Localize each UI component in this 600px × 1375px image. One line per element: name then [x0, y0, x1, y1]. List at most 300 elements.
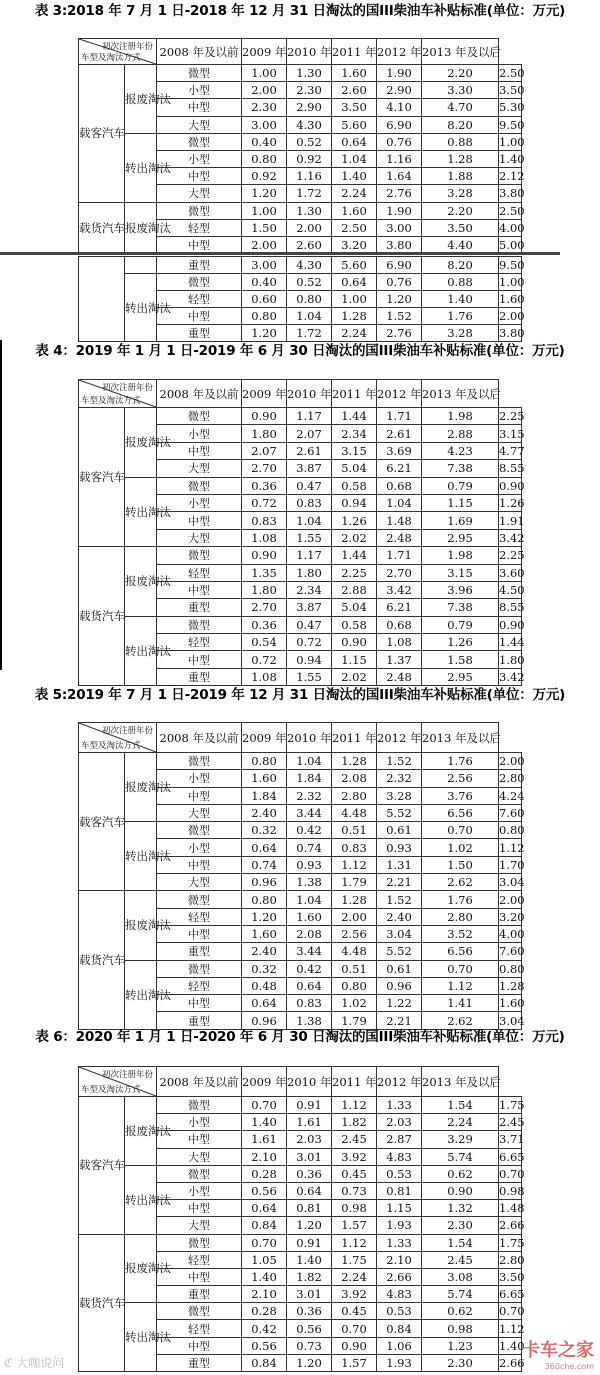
subsidy-value-cell: 3.50 — [499, 83, 525, 98]
subsidy-value-cell: 2.95 — [422, 529, 499, 546]
subsidy-value-cell: 1.58 — [422, 651, 499, 668]
subsidy-value-cell: 2.30 — [422, 1217, 499, 1234]
subsidy-value-cell: 5.74 — [422, 1148, 499, 1165]
subsidy-value-cell: 1.26 — [332, 512, 377, 529]
subsidy-value-cell: 3.01 — [287, 1286, 332, 1303]
table-row — [79, 960, 522, 977]
subsidy-value-cell: 0.91 — [287, 1234, 332, 1251]
vehicle-size-cell: 小型 — [157, 1182, 242, 1199]
subsidy-value-cell: 0.96 — [242, 1012, 287, 1029]
year-column-header: 2009 年 — [242, 1067, 287, 1097]
subsidy-value-cell: 0.56 — [287, 1320, 332, 1337]
subsidy-value-cell: 1.60 — [499, 292, 525, 306]
subsidy-value-cell: 3.80 — [377, 236, 422, 253]
vehicle-size-cell: 小型 — [157, 770, 242, 787]
subsidy-value-cell: 3.52 — [422, 925, 499, 942]
subsidy-value-cell: 7.38 — [422, 599, 499, 616]
subsidy-value-cell: 2.62 — [422, 874, 499, 891]
subsidy-value-cell: 1.60 — [499, 996, 525, 1011]
subsidy-value-cell: 2.34 — [287, 581, 332, 598]
subsidy-value-cell: 1.76 — [422, 308, 499, 325]
header-year-label: 初次注册年份 — [102, 42, 154, 52]
subsidy-value-cell: 1.37 — [377, 651, 422, 668]
subsidy-value-cell: 4.24 — [499, 788, 525, 803]
subsidy-value-cell: 1.93 — [377, 1217, 422, 1234]
subsidy-value-cell: 1.04 — [287, 891, 332, 908]
subsidy-value-cell: 3.04 — [499, 1013, 525, 1028]
vehicle-size-cell: 中型 — [157, 512, 242, 529]
subsidy-value-cell: 1.54 — [422, 1234, 499, 1251]
subsidy-value-cell: 1.64 — [377, 168, 422, 185]
subsidy-value-cell: 1.00 — [332, 291, 377, 308]
table-6 — [78, 1066, 525, 1372]
subsidy-value-cell: 1.20 — [287, 1217, 332, 1234]
subsidy-value-cell: 2.10 — [377, 1251, 422, 1268]
subsidy-value-cell: 6.21 — [377, 460, 422, 477]
subsidy-value-cell: 1.75 — [332, 1251, 377, 1268]
subsidy-value-cell: 2.10 — [242, 1148, 287, 1165]
subsidy-value-cell: 1.61 — [242, 1131, 287, 1148]
subsidy-value-cell: 1.04 — [377, 494, 422, 511]
subsidy-value-cell: 2.25 — [499, 409, 525, 424]
subsidy-value-cell: 0.72 — [242, 494, 287, 511]
subsidy-value-cell: 1.80 — [287, 564, 332, 581]
vehicle-size-cell: 微型 — [157, 822, 242, 839]
subsidy-value-cell: 3.00 — [242, 116, 287, 133]
subsidy-value-cell: 1.22 — [377, 995, 422, 1012]
subsidy-value-cell: 1.30 — [287, 202, 332, 219]
subsidy-value-cell: 1.60 — [332, 65, 377, 82]
subsidy-value-cell: 0.36 — [287, 1303, 332, 1320]
subsidy-value-cell: 1.31 — [377, 856, 422, 873]
year-column-header: 2008 年及以前 — [157, 380, 242, 408]
subsidy-value-cell: 0.70 — [332, 1320, 377, 1337]
subsidy-value-cell: 4.77 — [499, 443, 525, 458]
year-column-header: 2010 年 — [287, 39, 332, 65]
table-row — [79, 65, 522, 82]
vehicle-size-cell: 微型 — [157, 891, 242, 908]
year-column-header: 2010 年 — [287, 723, 332, 753]
subsidy-value-cell: 3.92 — [332, 1148, 377, 1165]
subsidy-value-cell: 5.00 — [499, 237, 525, 252]
subsidy-value-cell: 1.04 — [287, 512, 332, 529]
year-column-header: 2011 年 — [332, 723, 377, 753]
subsidy-value-cell: 2.90 — [287, 99, 332, 116]
subsidy-value-cell: 0.40 — [242, 274, 287, 291]
vehicle-size-cell: 中型 — [157, 925, 242, 942]
subsidy-value-cell: 8.55 — [499, 461, 525, 476]
vehicle-size-cell: 中型 — [157, 1268, 242, 1285]
vehicle-size-cell: 轻型 — [157, 634, 242, 651]
subsidy-value-cell: 3.69 — [377, 442, 422, 459]
subsidy-value-cell: 9.50 — [499, 258, 525, 272]
subsidy-value-cell: 2.21 — [377, 874, 422, 891]
disposal-method-cell: 转出淘汰 — [125, 822, 157, 891]
subsidy-value-cell: 4.83 — [377, 1286, 422, 1303]
subsidy-value-cell: 4.30 — [287, 257, 332, 274]
table-row — [79, 822, 522, 839]
subsidy-value-cell: 8.20 — [422, 116, 499, 133]
subsidy-value-cell: 3.71 — [499, 1132, 525, 1147]
subsidy-value-cell: 1.12 — [332, 856, 377, 873]
disposal-method-cell — [125, 257, 157, 274]
subsidy-value-cell: 0.64 — [242, 995, 287, 1012]
subsidy-value-cell: 0.73 — [332, 1182, 377, 1199]
disposal-method-cell: 报废淘汰 — [125, 1097, 157, 1166]
subsidy-value-cell: 3.00 — [242, 257, 287, 274]
subsidy-value-cell: 0.48 — [242, 977, 287, 994]
subsidy-value-cell: 1.79 — [332, 874, 377, 891]
subsidy-value-cell: 2.56 — [332, 925, 377, 942]
subsidy-value-cell: 0.58 — [332, 616, 377, 633]
subsidy-value-cell: 2.70 — [242, 599, 287, 616]
subsidy-value-cell: 2.30 — [287, 82, 332, 99]
header-row — [79, 39, 522, 65]
table-row — [79, 753, 522, 770]
subsidy-value-cell: 2.45 — [499, 1115, 525, 1130]
subsidy-value-cell: 1.48 — [499, 1201, 525, 1216]
vehicle-size-cell: 中型 — [157, 856, 242, 873]
subsidy-value-cell: 0.90 — [499, 617, 525, 632]
vehicle-size-cell: 大型 — [157, 116, 242, 133]
vehicle-category-cell: 载货汽车 — [79, 891, 125, 1029]
subsidy-value-cell: 1.82 — [332, 1114, 377, 1131]
subsidy-value-cell: 0.74 — [287, 839, 332, 856]
subsidy-value-cell: 2.66 — [499, 1355, 525, 1370]
subsidy-value-cell: 2.03 — [287, 1131, 332, 1148]
subsidy-value-cell: 2.00 — [499, 309, 525, 323]
subsidy-value-cell: 2.80 — [499, 771, 525, 786]
subsidy-value-cell: 1.98 — [422, 547, 499, 564]
subsidy-value-cell: 0.88 — [422, 133, 499, 150]
subsidy-value-cell: 1.12 — [332, 1234, 377, 1251]
subsidy-value-cell: 0.72 — [287, 634, 332, 651]
subsidy-value-cell: 3.04 — [499, 875, 525, 890]
header-type-label: 车型及淘汰方式 — [81, 1085, 141, 1095]
table-row — [79, 202, 522, 219]
subsidy-value-cell: 0.42 — [287, 960, 332, 977]
subsidy-value-cell: 1.52 — [377, 891, 422, 908]
subsidy-value-cell: 5.52 — [377, 943, 422, 960]
table-6-title: 表 6：2020 年 1 月 1 日-2020 年 6 月 30 日淘汰的国III柴油车补贴标准(单位：万元) — [35, 1029, 565, 1045]
vehicle-category-cell: 载客汽车 — [79, 65, 125, 203]
subsidy-value-cell: 0.28 — [242, 1165, 287, 1182]
disposal-method-cell: 转出淘汰 — [125, 274, 157, 342]
year-column-header: 2010 年 — [287, 1067, 332, 1097]
vehicle-size-cell: 微型 — [157, 960, 242, 977]
subsidy-value-cell: 2.95 — [422, 668, 499, 685]
subsidy-value-cell: 5.60 — [332, 257, 377, 274]
subsidy-value-cell: 0.76 — [377, 133, 422, 150]
subsidy-value-cell: 2.48 — [377, 668, 422, 685]
subsidy-value-cell: 0.47 — [287, 477, 332, 494]
subsidy-value-cell: 1.08 — [242, 668, 287, 685]
subsidy-value-cell: 1.50 — [422, 856, 499, 873]
table-4 — [78, 379, 525, 686]
subsidy-value-cell: 2.07 — [287, 425, 332, 442]
subsidy-value-cell: 1.00 — [242, 202, 287, 219]
subsidy-value-cell: 0.80 — [242, 753, 287, 770]
diagonal-header-cell — [79, 380, 157, 408]
table-row — [79, 616, 522, 633]
subsidy-value-cell: 2.24 — [332, 185, 377, 202]
subsidy-value-cell: 0.96 — [242, 874, 287, 891]
disposal-method-cell: 报废淘汰 — [125, 202, 157, 254]
subsidy-value-cell: 0.54 — [242, 634, 287, 651]
subsidy-value-cell: 0.64 — [287, 1182, 332, 1199]
subsidy-value-cell: 1.38 — [287, 1012, 332, 1029]
subsidy-value-cell: 0.90 — [422, 1182, 499, 1199]
subsidy-value-cell: 1.90 — [377, 65, 422, 82]
subsidy-value-cell: 0.42 — [287, 822, 332, 839]
subsidy-value-cell: 0.64 — [242, 1200, 287, 1217]
subsidy-value-cell: 1.84 — [242, 787, 287, 804]
subsidy-value-cell: 2.10 — [242, 1286, 287, 1303]
subsidy-value-cell: 3.87 — [287, 460, 332, 477]
subsidy-value-cell: 0.58 — [332, 477, 377, 494]
vehicle-size-cell: 中型 — [157, 651, 242, 668]
diagonal-header-cell — [79, 723, 157, 753]
header-year-label: 初次注册年份 — [102, 1070, 154, 1080]
subsidy-value-cell: 0.74 — [242, 856, 287, 873]
subsidy-value-cell: 1.60 — [242, 925, 287, 942]
subsidy-value-cell: 1.41 — [422, 995, 499, 1012]
subsidy-value-cell: 4.00 — [499, 220, 525, 235]
subsidy-value-cell: 0.42 — [242, 1320, 287, 1337]
vehicle-size-cell: 微型 — [157, 547, 242, 564]
header-row — [79, 1067, 522, 1097]
subsidy-value-cell: 1.91 — [499, 513, 525, 528]
subsidy-value-cell: 0.90 — [242, 547, 287, 564]
subsidy-value-cell: 1.61 — [287, 1114, 332, 1131]
subsidy-value-cell: 0.90 — [242, 408, 287, 425]
subsidy-value-cell: 1.44 — [332, 408, 377, 425]
subsidy-value-cell: 1.75 — [499, 1098, 525, 1113]
subsidy-value-cell: 3.08 — [422, 1268, 499, 1285]
subsidy-value-cell: 3.50 — [422, 219, 499, 236]
table-3-part-2 — [78, 256, 525, 342]
table-row — [79, 1165, 522, 1182]
vehicle-size-cell: 微型 — [157, 1165, 242, 1182]
subsidy-value-cell: 2.50 — [499, 203, 525, 218]
vehicle-size-cell: 重型 — [157, 1012, 242, 1029]
year-column-header: 2012 年 — [377, 380, 422, 408]
watermark-right-text: 卡车之家 — [522, 1340, 594, 1361]
subsidy-value-cell: 0.83 — [242, 512, 287, 529]
subsidy-value-cell: 1.72 — [287, 325, 332, 342]
subsidy-value-cell: 0.84 — [377, 1320, 422, 1337]
subsidy-value-cell: 1.26 — [499, 496, 525, 511]
subsidy-value-cell: 0.60 — [242, 291, 287, 308]
disposal-method-cell: 报废淘汰 — [125, 408, 157, 478]
vehicle-size-cell: 微型 — [157, 274, 242, 291]
subsidy-value-cell: 2.66 — [499, 1218, 525, 1233]
table-row — [79, 408, 522, 425]
subsidy-value-cell: 1.76 — [422, 753, 499, 770]
subsidy-value-cell: 1.55 — [287, 668, 332, 685]
subsidy-value-cell: 2.60 — [332, 82, 377, 99]
subsidy-value-cell: 2.00 — [332, 908, 377, 925]
subsidy-value-cell: 2.40 — [242, 804, 287, 821]
subsidy-value-cell: 1.72 — [287, 185, 332, 202]
diagonal-header-cell — [79, 1067, 157, 1097]
subsidy-value-cell: 2.24 — [332, 325, 377, 342]
subsidy-value-cell: 2.60 — [287, 236, 332, 253]
subsidy-value-cell: 1.33 — [377, 1234, 422, 1251]
subsidy-value-cell: 1.20 — [242, 908, 287, 925]
vehicle-size-cell: 小型 — [157, 494, 242, 511]
subsidy-value-cell: 0.28 — [242, 1303, 287, 1320]
subsidy-value-cell: 1.04 — [332, 150, 377, 167]
subsidy-value-cell: 1.35 — [242, 564, 287, 581]
subsidy-value-cell: 0.79 — [422, 477, 499, 494]
subsidy-value-cell: 1.06 — [377, 1337, 422, 1354]
subsidy-value-cell: 1.04 — [287, 753, 332, 770]
subsidy-value-cell: 0.64 — [242, 839, 287, 856]
year-column-header: 2011 年 — [332, 39, 377, 65]
subsidy-value-cell: 0.52 — [287, 133, 332, 150]
disposal-method-cell: 转出淘汰 — [125, 960, 157, 1029]
subsidy-value-cell: 2.24 — [422, 1114, 499, 1131]
subsidy-value-cell: 3.30 — [422, 82, 499, 99]
subsidy-value-cell: 3.15 — [499, 426, 525, 441]
vehicle-size-cell: 中型 — [157, 787, 242, 804]
subsidy-value-cell: 0.36 — [242, 477, 287, 494]
subsidy-value-cell: 1.40 — [499, 1338, 525, 1353]
subsidy-value-cell: 0.64 — [332, 133, 377, 150]
subsidy-value-cell: 3.87 — [287, 599, 332, 616]
subsidy-value-cell: 2.61 — [287, 442, 332, 459]
subsidy-value-cell: 1.38 — [287, 874, 332, 891]
subsidy-value-cell: 0.70 — [242, 1097, 287, 1114]
subsidy-value-cell: 2.00 — [287, 219, 332, 236]
vehicle-size-cell: 微型 — [157, 65, 242, 82]
year-column-header: 2009 年 — [242, 380, 287, 408]
subsidy-value-cell: 3.28 — [422, 185, 499, 202]
subsidy-value-cell: 1.44 — [332, 547, 377, 564]
subsidy-value-cell: 1.28 — [332, 308, 377, 325]
page-separator — [0, 252, 560, 255]
subsidy-value-cell: 0.70 — [242, 1234, 287, 1251]
subsidy-value-cell: 2.07 — [242, 442, 287, 459]
subsidy-value-cell: 0.70 — [422, 822, 499, 839]
subsidy-value-cell: 0.36 — [287, 1165, 332, 1182]
subsidy-value-cell: 1.80 — [242, 581, 287, 598]
subsidy-value-cell: 1.08 — [377, 634, 422, 651]
subsidy-value-cell: 2.08 — [332, 770, 377, 787]
subsidy-value-cell: 0.93 — [377, 839, 422, 856]
subsidy-value-cell: 3.92 — [332, 1286, 377, 1303]
subsidy-value-cell: 0.80 — [242, 891, 287, 908]
subsidy-value-cell: 0.51 — [332, 960, 377, 977]
subsidy-value-cell: 1.40 — [287, 1251, 332, 1268]
subsidy-value-cell: 1.71 — [377, 547, 422, 564]
subsidy-value-cell: 4.83 — [377, 1148, 422, 1165]
subsidy-value-cell: 0.96 — [377, 977, 422, 994]
subsidy-value-cell: 2.21 — [377, 1012, 422, 1029]
vehicle-size-cell: 微型 — [157, 408, 242, 425]
subsidy-value-cell: 0.98 — [332, 1200, 377, 1217]
subsidy-value-cell: 1.20 — [242, 185, 287, 202]
vehicle-category-cell: 载客汽车 — [79, 753, 125, 891]
subsidy-value-cell: 1.71 — [377, 408, 422, 425]
year-column-header: 2008 年及以前 — [157, 39, 242, 65]
subsidy-value-cell: 3.15 — [332, 442, 377, 459]
table-row — [79, 1303, 522, 1320]
subsidy-value-cell: 3.80 — [499, 186, 525, 201]
subsidy-value-cell: 1.57 — [332, 1217, 377, 1234]
table-3-title: 表 3:2018 年 7 月 1 日-2018 年 12 月 31 日淘汰的国III柴油车补贴标准(单位：万元) — [34, 3, 566, 19]
subsidy-value-cell: 1.00 — [242, 65, 287, 82]
year-column-header: 2012 年 — [377, 723, 422, 753]
subsidy-value-cell: 1.48 — [377, 512, 422, 529]
subsidy-value-cell: 1.08 — [242, 529, 287, 546]
vehicle-size-cell: 大型 — [157, 874, 242, 891]
subsidy-value-cell: 2.40 — [377, 908, 422, 925]
subsidy-value-cell: 6.90 — [377, 116, 422, 133]
subsidy-value-cell: 1.88 — [422, 168, 499, 185]
vehicle-size-cell: 大型 — [157, 460, 242, 477]
subsidy-value-cell: 0.80 — [242, 150, 287, 167]
subsidy-value-cell: 2.62 — [422, 1012, 499, 1029]
subsidy-value-cell: 6.90 — [377, 257, 422, 274]
subsidy-value-cell: 6.65 — [499, 1287, 525, 1302]
subsidy-value-cell: 1.40 — [499, 152, 525, 167]
subsidy-value-cell: 2.88 — [422, 425, 499, 442]
subsidy-value-cell: 1.40 — [422, 291, 499, 308]
subsidy-value-cell: 0.98 — [422, 1320, 499, 1337]
subsidy-value-cell: 0.90 — [499, 478, 525, 493]
table-row — [79, 477, 522, 494]
vehicle-size-cell: 中型 — [157, 442, 242, 459]
subsidy-value-cell: 0.94 — [332, 494, 377, 511]
subsidy-value-cell: 2.20 — [422, 65, 499, 82]
header-type-label: 车型及淘汰方式 — [81, 396, 141, 406]
subsidy-value-cell: 1.12 — [499, 1321, 525, 1336]
year-column-header: 2008 年及以前 — [157, 723, 242, 753]
subsidy-value-cell: 1.16 — [377, 150, 422, 167]
subsidy-value-cell: 0.64 — [332, 274, 377, 291]
watermark-left-icon: ℭ — [4, 1356, 13, 1370]
subsidy-value-cell: 8.20 — [422, 257, 499, 274]
subsidy-value-cell: 3.60 — [499, 565, 525, 580]
vehicle-size-cell: 微型 — [157, 1097, 242, 1114]
subsidy-value-cell: 2.20 — [422, 202, 499, 219]
subsidy-value-cell: 0.80 — [242, 308, 287, 325]
vehicle-size-cell: 微型 — [157, 753, 242, 770]
subsidy-value-cell: 2.80 — [422, 908, 499, 925]
subsidy-value-cell: 5.60 — [332, 116, 377, 133]
watermark-left-text: 大咖说问 — [16, 1356, 65, 1370]
subsidy-value-cell: 1.15 — [332, 651, 377, 668]
subsidy-value-cell: 4.00 — [499, 927, 525, 942]
subsidy-value-cell: 4.23 — [422, 442, 499, 459]
table-5-title: 表 5:2019 年 7 月 1 日-2019 年 12 月 31 日淘汰的国III柴油车补贴标准(单位：万元) — [34, 687, 566, 703]
subsidy-value-cell: 0.72 — [242, 651, 287, 668]
subsidy-value-cell: 1.60 — [242, 770, 287, 787]
vehicle-size-cell: 轻型 — [157, 977, 242, 994]
subsidy-value-cell: 3.42 — [377, 581, 422, 598]
vehicle-size-cell: 重型 — [157, 599, 242, 616]
table-5 — [78, 722, 525, 1030]
subsidy-value-cell: 3.50 — [499, 1269, 525, 1284]
subsidy-value-cell: 3.50 — [332, 99, 377, 116]
subsidy-value-cell: 0.70 — [499, 1166, 525, 1181]
subsidy-value-cell: 0.70 — [499, 1304, 525, 1319]
subsidy-value-cell: 1.84 — [287, 770, 332, 787]
year-column-header: 2011 年 — [332, 380, 377, 408]
subsidy-value-cell: 0.32 — [242, 960, 287, 977]
